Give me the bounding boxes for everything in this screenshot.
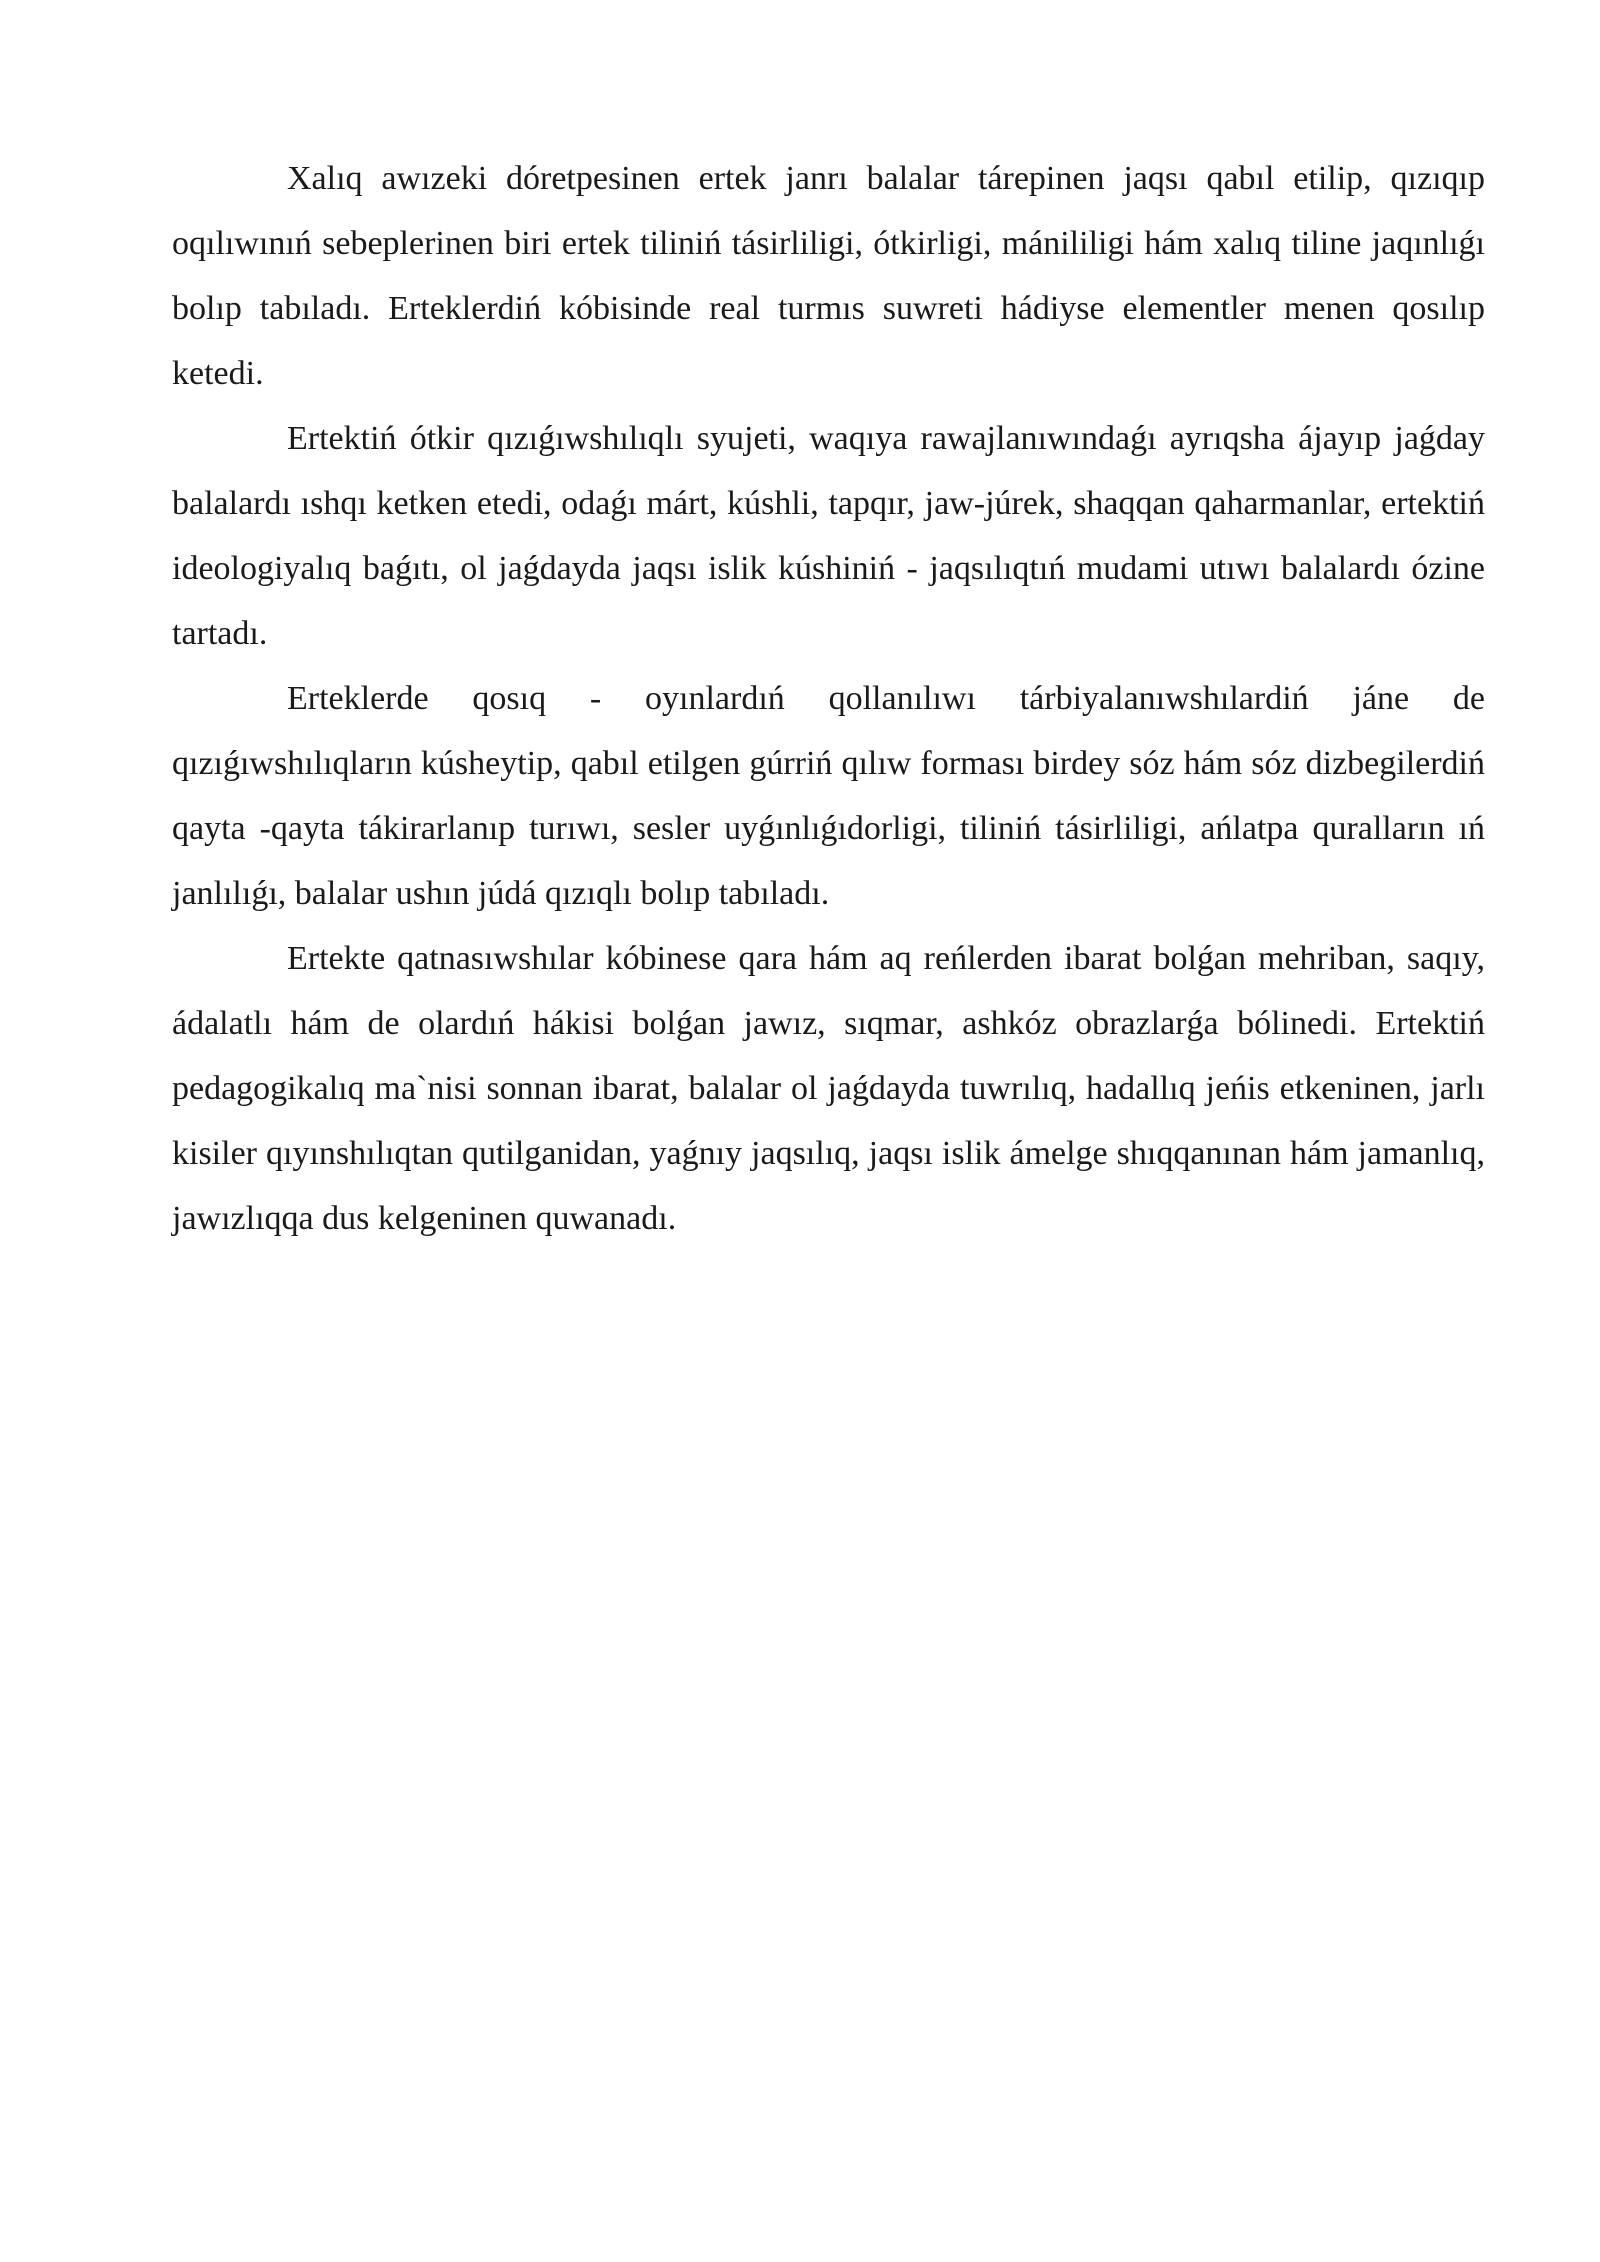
- body-text: [172, 146, 1485, 1251]
- paragraph-2: Ertektiń ótkir qızıǵıwshılıqlı syujeti, waqıya rawajlanıwındaǵı ayrıqsha ájayıp jaǵday balalardı ıshqı ketken etedi, odaǵı márt, kúshli, tapqır, jaw-júrek, shaqqan qaharmanlar, ertektiń ideologiyalıq baǵıtı, ol jaǵdayda jaqsı islik kúshiniń - jaqsılıqtıń mudami utıwı balalardı ózine tartadı.: [172, 420, 1485, 652]
- paragraph-3: Erteklerde qosıq - oyınlardıń qollanılıwı tárbiyalanıwshılardiń jáne de qızıǵıwshılıqların kúsheytip, qabıl etilgen gúrriń qılıw forması birdey sóz hám sóz dizbegilerdiń qayta -qayta tákirarlanıp turıwı, sesler uyǵınlıǵıdorligi, tiliniń tásirliligi, ańlatpa quralların ıń janlılıǵı, balalar ushın júdá qızıqlı bolıp tabıladı.: [172, 680, 1485, 912]
- paragraph-4: Ertekte qatnasıwshılar kóbinese qara hám aq reńlerden ibarat bolǵan mehriban, saqıy, ádalatlı hám de olardıń hákisi bolǵan jawız, sıqmar, ashkóz obrazlarǵa bólinedi. Ertektiń pedagogikalıq ma`nisi sonnan ibarat, balalar ol jaǵdayda tuwrılıq, hadallıq jeńis etkeninen, jarlı kisiler qıyınshılıqtan qutilganidan, yaǵnıy jaqsılıq, jaqsı islik ámelge shıqqanınan hám jamanlıq, jawızlıqqa dus kelgeninen quwanadı.: [172, 940, 1485, 1237]
- paragraph-1: Xalıq awızeki dóretpesinen ertek janrı balalar tárepinen jaqsı qabıl etilip, qızıqıp oqılıwınıń sebeplerinen biri ertek tiliniń tásirliligi, ótkirligi, mánililigi hám xalıq tiline jaqınlıǵı bolıp tabıladı. Erteklerdiń kóbisinde real turmıs suwreti hádiyse elementler menen qosılıp ketedi.: [172, 160, 1485, 392]
